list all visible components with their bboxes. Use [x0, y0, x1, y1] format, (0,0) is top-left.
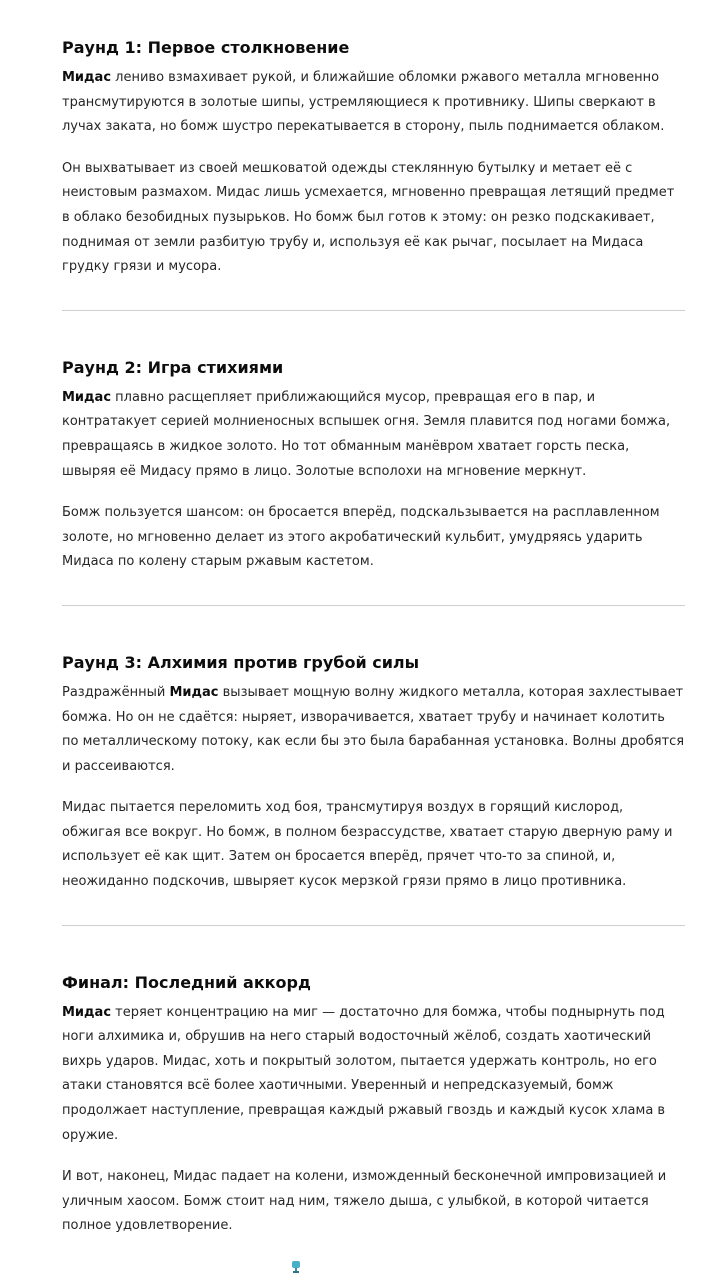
paragraph: [62, 1001, 685, 1149]
paragraph: И вот, наконец, Мидас падает на колени, изможденный бесконечной импровизацией и уличным хаосом. Бомж стоит над ним, тяжело дыша, с улыбкой, в которой читается полное удовлетворение.: [62, 1169, 667, 1234]
section-round-1: [62, 36, 685, 280]
bold-name: Мидас: [62, 70, 112, 85]
paragraph: [62, 681, 685, 779]
section-title-round-3: Раунд 3: Алхимия против грубой силы: [62, 652, 420, 672]
paragraph: Бомж пользуется шансом: он бросается вперёд, подскальзывается на расплавленном золоте, но мгновенно делает из этого акробатический кульбит, умудряясь ударить Мидаса по колену старым ржавым кастетом.: [62, 505, 660, 570]
trophy-icon: [289, 1260, 303, 1274]
bold-name: Мидас: [62, 389, 112, 405]
paragraph: [62, 66, 685, 140]
paragraph-text: вызывает мощную волну жидкого металла, которая захлестывает бомжа. Но он не сдаётся: ныряет, изворачивается, хватает трубу и начинает колотить по металлическому потоку, как если бы это была барабанная установка. Волны дробятся и рассеиваются.: [62, 684, 685, 774]
section-title-round-2: Раунд 2: Игра стихиями: [62, 357, 284, 377]
paragraph-text: Раздражённый: [62, 684, 170, 700]
paragraph: [62, 386, 685, 484]
bold-name: Мидас: [62, 1004, 112, 1020]
paragraph-text: теряет концентрацию на миг — достаточно для бомжа, чтобы поднырнуть под ноги алхимика и, обрушив на него старый водосточный жёлоб, создать хаотический вихрь ударов. Мидас, хоть и покрытый золотом, пытается удержать контроль, но его атаки становятся всё более хаотичными. Уверенный и непредсказуемый, бомж продолжает наступление, превращая каждый ржавый гвоздь и каждый кусок хлама в оружие.: [62, 1004, 666, 1143]
section-title-round-1: Раунд 1: Первое столкновение: [62, 38, 350, 57]
paragraph-text: плавно расщепляет приближающийся мусор, превращая его в пар, и контратакует серией молниеносных вспышек огня. Земля плавится под ногами бомжа, превращаясь в жидкое золото. Но тот обманным манёвром хватает горсть песка, швыряя её Мидасу прямо в лицо. Золотые всполохи на мгновение меркнут.: [62, 389, 671, 479]
bold-name: Мидас: [169, 684, 219, 700]
paragraph-text: лениво взмахивает рукой, и ближайшие обломки ржавого металла мгновенно трансмутируются в золотые шипы, устремляющиеся к противнику. Шипы сверкают в лучах заката, но бомж шустро перекатывается в сторону, пыль поднимается облаком.: [62, 70, 665, 135]
section-title-final: Финал: Последний аккорд: [62, 972, 311, 992]
paragraph: Мидас пытается переломить ход боя, трансмутируя воздух в горящий кислород, обжигая все вокруг. Но бомж, в полном безрассудстве, хватает старую дверную раму и использует её как щит. Затем он бросается вперёд, прячет что-то за спиной, и, неожиданно подскочив, швыряет кусок мерзкой грязи прямо в лицо противника.: [62, 800, 673, 890]
section-final: [62, 971, 685, 1279]
section-round-2: [62, 356, 685, 575]
paragraph: Он выхватывает из своей мешковатой одежды стеклянную бутылку и метает её с неистовым размахом. Мидас лишь усмехается, мгновенно превращая летящий предмет в облако безобидных пузырьков. Но бомж был готов к этому: он резко подскакивает, поднимая от земли разбитую трубу и, используя её как рычаг, посылает на Мидаса грудку грязи и мусора.: [62, 160, 675, 275]
article-content: [62, 36, 685, 1279]
section-round-3: [62, 651, 685, 895]
